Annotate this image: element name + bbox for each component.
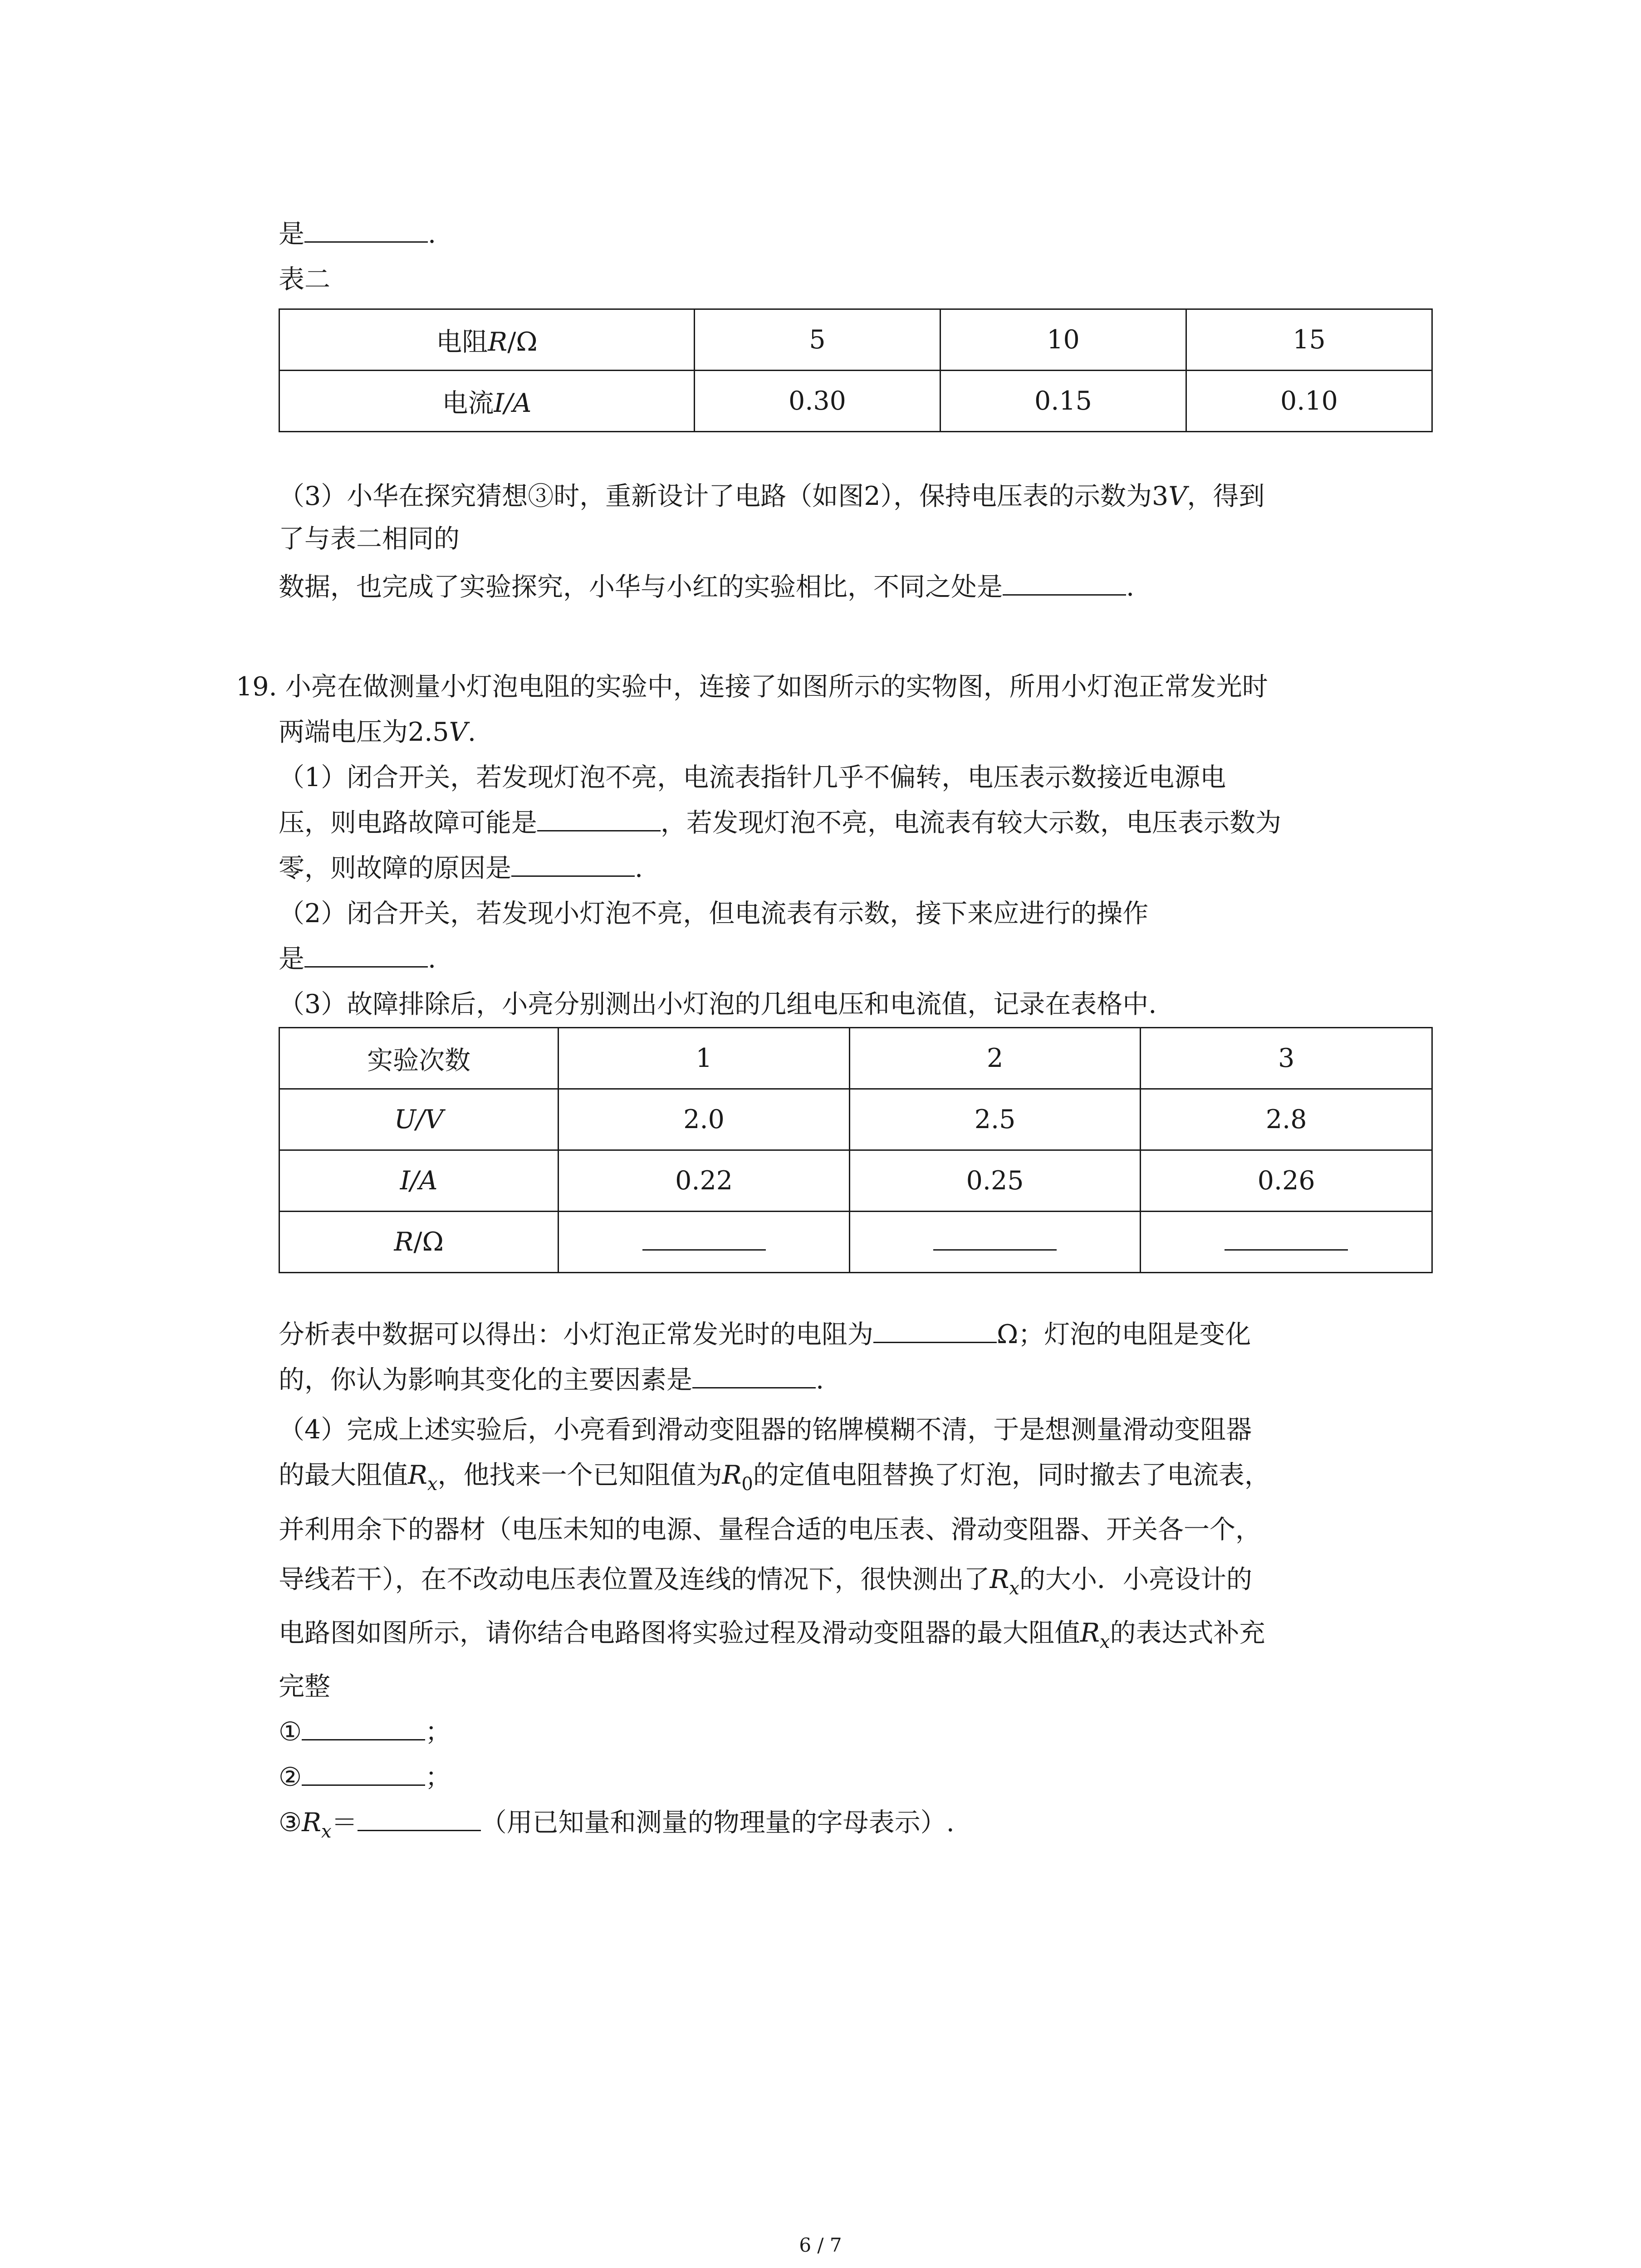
text: . xyxy=(428,944,436,974)
text: ＝ xyxy=(331,1808,358,1838)
q19-4-line4 xyxy=(279,1561,1252,1607)
table-cell: 2.5 xyxy=(849,1089,1141,1150)
label-text: 电流 xyxy=(442,388,494,418)
table-label-cell: I/A xyxy=(279,1150,558,1212)
answer-blank[interactable] xyxy=(537,808,661,831)
table-label-cell xyxy=(279,371,695,432)
q19-line1: 19. 小亮在做测量小灯泡电阻的实验中，连接了如图所示的实物图，所用小灯泡正常发光时 xyxy=(236,672,1268,702)
table-header-cell: 3 xyxy=(1141,1028,1432,1089)
label-var: R xyxy=(488,327,508,357)
var: R xyxy=(1080,1618,1100,1648)
q19-p1-line2 xyxy=(279,805,1281,841)
text: 的定值电阻替换了灯泡，同时撤去了电流表， xyxy=(753,1460,1270,1490)
answer-blank[interactable] xyxy=(304,220,428,243)
text: . xyxy=(467,717,476,747)
intro-prefix: 是 xyxy=(279,219,304,249)
answer-blank[interactable] xyxy=(302,1717,425,1740)
answer-blank[interactable] xyxy=(873,1320,997,1343)
table-header-cell: 1 xyxy=(558,1028,850,1089)
q19-4-line6: 完整 xyxy=(279,1672,330,1701)
label-text: 电阻 xyxy=(436,327,488,357)
table-header-cell: 2 xyxy=(849,1028,1141,1089)
answer-blank[interactable] xyxy=(302,1763,425,1786)
table-cell: 0.15 xyxy=(940,371,1186,432)
q19-4-line2 xyxy=(279,1457,1270,1502)
table-label-cell: U/V xyxy=(279,1089,558,1150)
answer-blank[interactable] xyxy=(933,1233,1057,1251)
var: R xyxy=(302,1808,322,1838)
q19-4-line5 xyxy=(279,1615,1265,1660)
q19-p1-line3 xyxy=(279,850,643,886)
text: 导线若干），在不改动电压表位置及连线的情况下，很快测出了 xyxy=(279,1564,990,1594)
step-marker: ① xyxy=(279,1717,302,1747)
var: V xyxy=(449,717,468,747)
answer-blank[interactable] xyxy=(358,1808,481,1831)
table-2 xyxy=(279,308,1433,432)
table-cell: 0.25 xyxy=(849,1150,1141,1212)
table-3 xyxy=(279,1027,1433,1273)
text: ； xyxy=(425,1717,451,1747)
answer-blank[interactable] xyxy=(642,1233,766,1251)
table-row xyxy=(279,1089,1432,1150)
text: . xyxy=(635,853,643,883)
analysis-line1 xyxy=(279,1316,1251,1353)
table-header-cell: 实验次数 xyxy=(279,1028,558,1089)
label-unit: /Ω xyxy=(507,327,538,357)
table-row xyxy=(279,1150,1432,1212)
q19-4-step1 xyxy=(279,1714,451,1750)
q18-3-line2: 了与表二相同的 xyxy=(279,524,460,554)
text: . xyxy=(1126,572,1135,602)
subscript: x xyxy=(1099,1632,1110,1652)
text: ，得到 xyxy=(1187,481,1265,511)
text: 是 xyxy=(279,944,304,974)
table-cell: 0.30 xyxy=(694,371,940,432)
table-cell[interactable] xyxy=(849,1212,1141,1273)
table-cell[interactable] xyxy=(1141,1212,1432,1273)
q19-4-step2 xyxy=(279,1759,451,1795)
subscript: x xyxy=(321,1821,332,1842)
q19-4-step3 xyxy=(279,1804,955,1850)
var: R xyxy=(408,1460,427,1490)
text: Ω；灯泡的电阻是变化 xyxy=(997,1320,1251,1349)
text: （用已知量和测量的物理量的字母表示）. xyxy=(480,1808,955,1838)
step-marker: ② xyxy=(279,1762,302,1792)
text: . xyxy=(816,1365,824,1395)
text: 的大小．小亮设计的 xyxy=(1019,1564,1252,1594)
table-row xyxy=(279,309,1432,371)
q19-line2 xyxy=(279,714,476,750)
answer-blank[interactable] xyxy=(511,854,635,877)
text: ，若发现灯泡不亮，电流表有较大示数，电压表示数为 xyxy=(661,808,1281,838)
table-cell: 0.26 xyxy=(1141,1150,1432,1212)
table-row xyxy=(279,1028,1432,1089)
table-cell: 15 xyxy=(1186,309,1432,371)
text: ，他找来一个已知阻值为 xyxy=(437,1460,722,1490)
text: 分析表中数据可以得出：小灯泡正常发光时的电阻为 xyxy=(279,1320,873,1349)
step-marker: ③ xyxy=(279,1808,302,1838)
subscript: x xyxy=(427,1474,438,1495)
text: （3）小华在探究猜想③时，重新设计了电路（如图2），保持电压表的示数为3 xyxy=(279,481,1169,511)
text: 的，你认为影响其变化的主要因素是 xyxy=(279,1365,692,1395)
var: R xyxy=(989,1564,1009,1594)
q18-3-line3 xyxy=(279,569,1134,605)
table-cell: 10 xyxy=(940,309,1186,371)
text: 零，则故障的原因是 xyxy=(279,853,511,883)
analysis-line2 xyxy=(279,1362,824,1398)
q19-p2-line2 xyxy=(279,941,436,977)
table-cell: 5 xyxy=(694,309,940,371)
text: 压，则电路故障可能是 xyxy=(279,808,537,838)
intro-line xyxy=(279,216,436,252)
var: R xyxy=(722,1460,742,1490)
table2-caption: 表二 xyxy=(279,264,330,294)
answer-blank[interactable] xyxy=(1225,1233,1348,1251)
label-var: R xyxy=(394,1227,414,1257)
text: 电路图如图所示，请你结合电路图将实验过程及滑动变阻器的最大阻值 xyxy=(279,1618,1080,1648)
page-number: 6 / 7 xyxy=(799,2234,842,2256)
table-cell: 0.10 xyxy=(1186,371,1432,432)
var: V xyxy=(1168,481,1187,511)
table-cell: 2.8 xyxy=(1141,1089,1432,1150)
text: 的表达式补充 xyxy=(1110,1618,1265,1648)
q19-4-line1: （4）完成上述实验后，小亮看到滑动变阻器的铭牌模糊不清，于是想测量滑动变阻器 xyxy=(279,1415,1252,1445)
q18-3-line1 xyxy=(279,478,1264,514)
table-cell: 2.0 xyxy=(558,1089,850,1150)
intro-suffix: . xyxy=(428,219,436,249)
table-cell: 0.22 xyxy=(558,1150,850,1212)
answer-blank[interactable] xyxy=(692,1365,816,1388)
table-label-cell xyxy=(279,1212,558,1273)
table-row xyxy=(279,371,1432,432)
label-var: I/A xyxy=(494,388,532,418)
table-label-cell xyxy=(279,309,695,371)
table-cell[interactable] xyxy=(558,1212,850,1273)
text: 的最大阻值 xyxy=(279,1460,408,1490)
subscript: 0 xyxy=(741,1474,753,1495)
text: 数据，也完成了实验探究，小华与小红的实验相比，不同之处是 xyxy=(279,572,1003,602)
text: ； xyxy=(425,1762,451,1792)
q19-p1-line1: （1）闭合开关，若发现灯泡不亮，电流表指针几乎不偏转，电压表示数接近电源电 xyxy=(279,763,1226,792)
q19-p3-line1: （3）故障排除后，小亮分别测出小灯泡的几组电压和电流值，记录在表格中. xyxy=(279,989,1157,1019)
label-unit: /Ω xyxy=(413,1227,444,1257)
answer-blank[interactable] xyxy=(1003,572,1126,596)
answer-blank[interactable] xyxy=(304,944,428,968)
text: 两端电压为2.5 xyxy=(279,717,449,747)
subscript: x xyxy=(1009,1578,1019,1599)
q19-4-line3: 并利用余下的器材（电压未知的电源、量程合适的电压表、滑动变阻器、开关各一个， xyxy=(279,1515,1261,1545)
table-row xyxy=(279,1212,1432,1273)
q19-p2-line1: （2）闭合开关，若发现小灯泡不亮，但电流表有示数，接下来应进行的操作 xyxy=(279,899,1149,929)
